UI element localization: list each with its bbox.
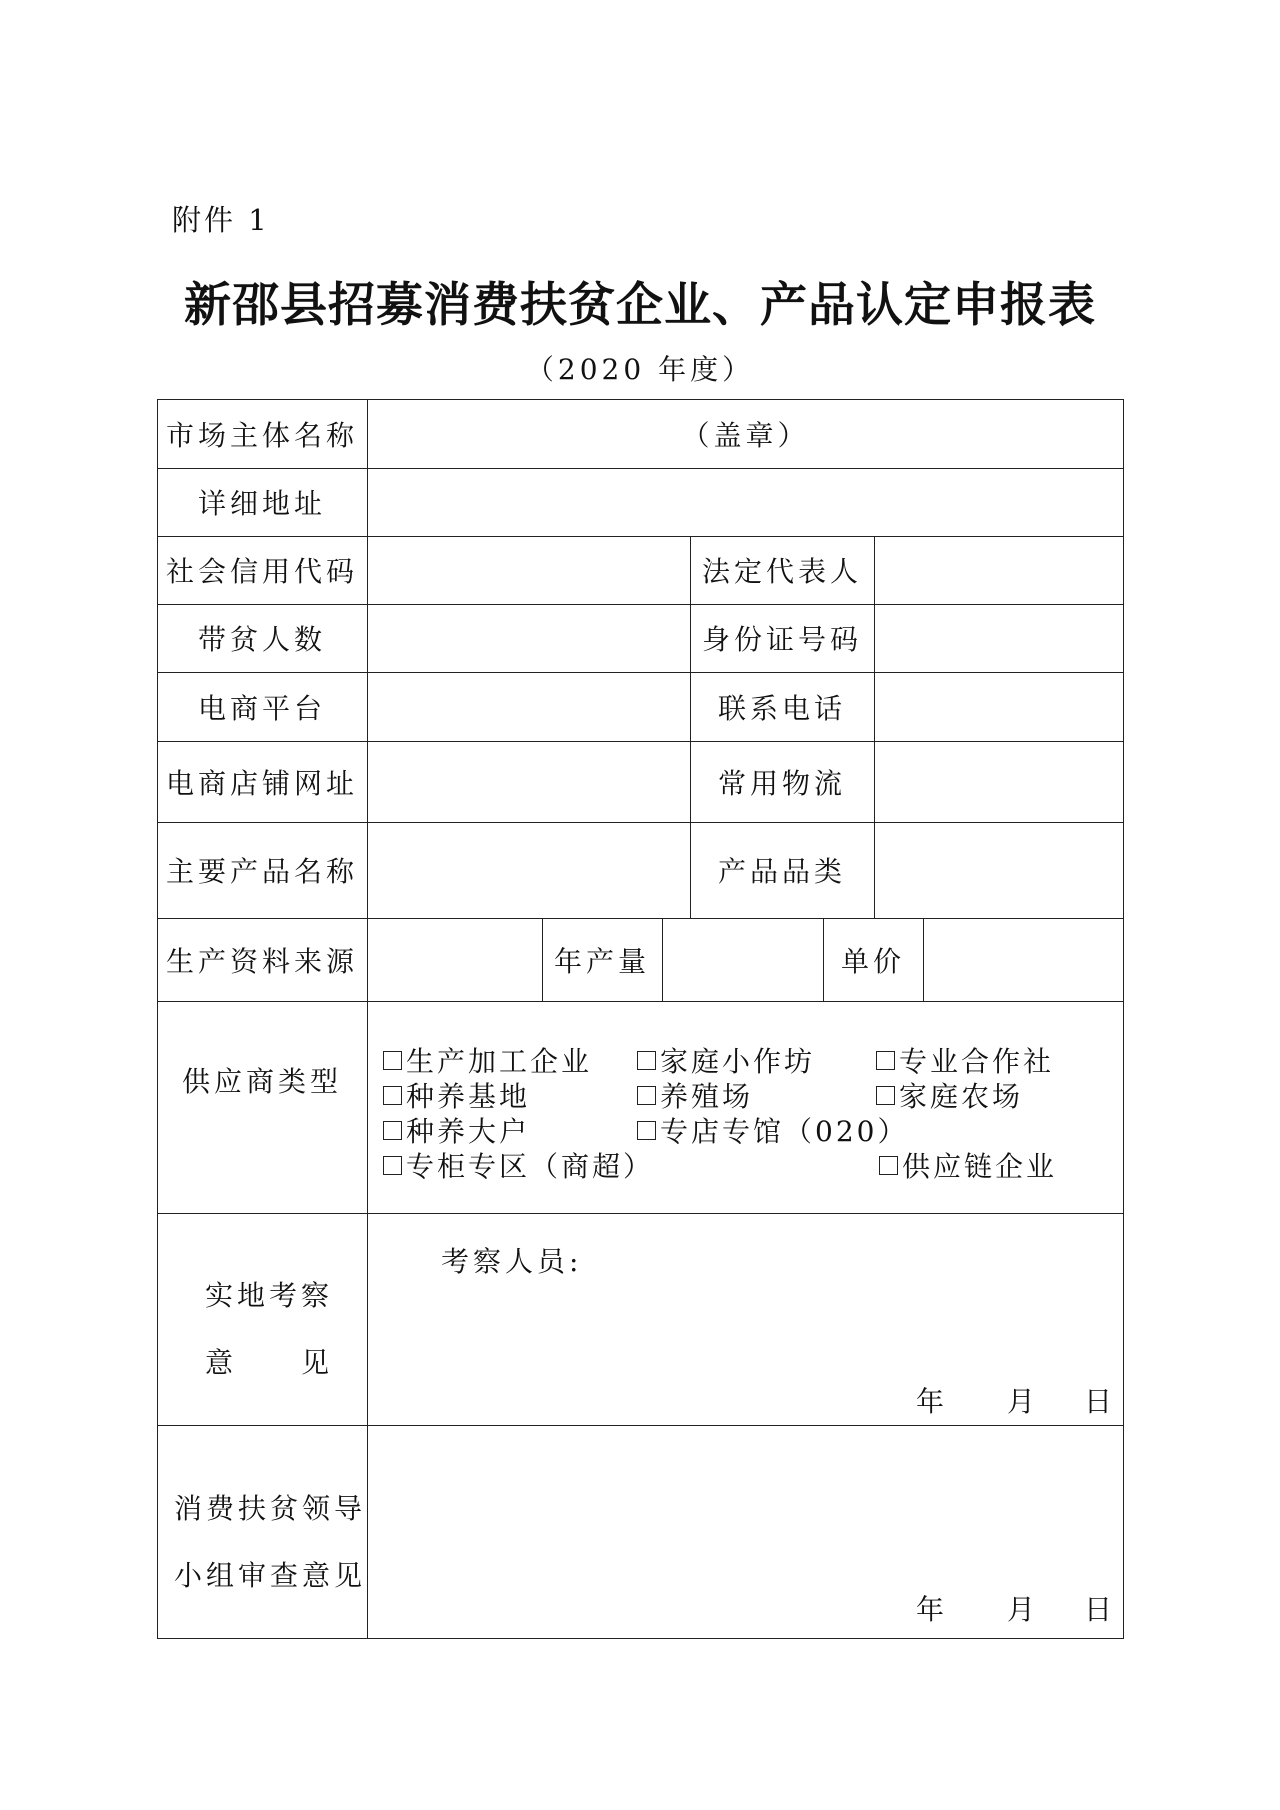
checkbox-icon [637, 1086, 656, 1105]
material-source-label: 生产资料来源 [165, 944, 358, 978]
unit-price-label: 单价 [840, 944, 905, 978]
supplier-type-label: 供应商类型 [181, 1065, 342, 1098]
leadership-review-label-line1: 消费扶贫领导 [174, 1492, 367, 1525]
id-number-field[interactable] [874, 604, 1124, 672]
form-title: 新邵县招募消费扶贫企业、产品认定申报表 [184, 278, 1096, 333]
checkbox-icon [637, 1121, 656, 1140]
supplier-option-cooperative[interactable]: 专业合作社 [876, 1040, 1054, 1080]
credit-code-label: 社会信用代码 [165, 555, 358, 588]
field-inspection-label-line2: 意 见 [205, 1346, 334, 1379]
poor-count-field[interactable] [367, 604, 690, 672]
main-product-label: 主要产品名称 [165, 855, 358, 888]
store-url-label: 电商店铺网址 [165, 766, 358, 800]
field-inspection-field[interactable] [367, 1270, 1124, 1370]
inspector-label: 考察人员: [441, 1245, 583, 1278]
annual-output-label: 年产量 [553, 944, 650, 978]
supplier-option-large-grower[interactable]: 种养大户 [383, 1110, 530, 1150]
credit-code-field[interactable] [367, 536, 690, 604]
poor-count-label: 带贫人数 [197, 623, 326, 656]
leadership-review-label-line2: 小组审查意见 [174, 1559, 367, 1592]
material-source-field[interactable] [367, 918, 542, 1001]
checkbox-icon [637, 1051, 656, 1070]
market-entity-seal-field[interactable]: （盖章） [681, 418, 810, 452]
market-entity-label: 市场主体名称 [165, 418, 358, 452]
store-url-field[interactable] [367, 741, 690, 822]
unit-price-field[interactable] [923, 918, 1124, 1001]
supplier-option-counter-zone[interactable]: 专柜专区（商超） [383, 1145, 654, 1185]
address-field[interactable] [367, 468, 1124, 536]
product-category-label: 产品品类 [717, 855, 846, 888]
supplier-option-supply-chain[interactable]: 供应链企业 [879, 1145, 1057, 1185]
checkbox-icon [876, 1051, 895, 1070]
ecommerce-platform-field[interactable] [367, 672, 690, 741]
phone-field[interactable] [874, 672, 1124, 741]
supplier-option-planting-base[interactable]: 种养基地 [383, 1075, 530, 1115]
supplier-option-specialty-store[interactable]: 专店专馆（020） [637, 1110, 908, 1150]
address-label: 详细地址 [197, 487, 326, 520]
year-note: （2020 年度） [525, 353, 755, 386]
phone-label: 联系电话 [717, 691, 846, 725]
supplier-option-family-workshop[interactable]: 家庭小作坊 [637, 1040, 815, 1080]
checkbox-icon [383, 1086, 402, 1105]
main-product-field[interactable] [367, 822, 690, 918]
checkbox-icon [876, 1086, 895, 1105]
checkbox-icon [383, 1156, 402, 1175]
checkbox-icon [383, 1051, 402, 1070]
supplier-option-breeding-farm[interactable]: 养殖场 [637, 1075, 753, 1115]
leadership-review-field[interactable] [367, 1440, 1124, 1570]
field-inspection-label-line1: 实地考察 [205, 1279, 334, 1312]
product-category-field[interactable] [874, 822, 1124, 918]
supplier-option-processing-enterprise[interactable]: 生产加工企业 [383, 1040, 592, 1080]
annex-label: 附件 1 [172, 203, 270, 237]
id-number-label: 身份证号码 [701, 623, 862, 656]
logistics-field[interactable] [874, 741, 1124, 822]
legal-rep-field[interactable] [874, 536, 1124, 604]
ecommerce-platform-label: 电商平台 [197, 691, 326, 725]
legal-rep-label: 法定代表人 [701, 555, 862, 588]
supplier-option-family-farm[interactable]: 家庭农场 [876, 1075, 1023, 1115]
logistics-label: 常用物流 [717, 766, 846, 800]
annual-output-field[interactable] [662, 918, 823, 1001]
checkbox-icon [879, 1156, 898, 1175]
checkbox-icon [383, 1121, 402, 1140]
